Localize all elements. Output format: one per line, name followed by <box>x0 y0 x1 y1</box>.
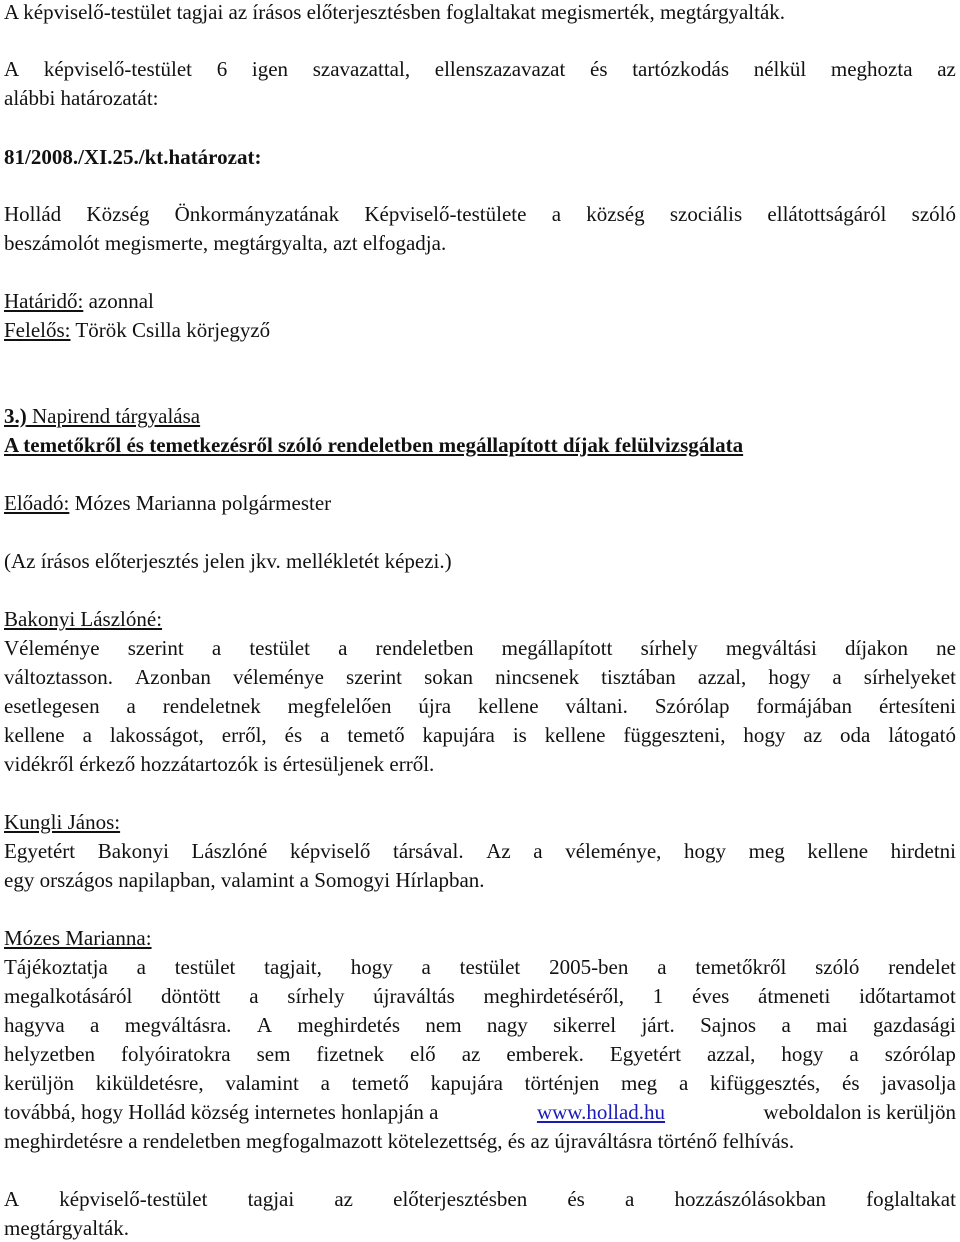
closing-line-1: A képviselő-testület tagjai az előterjesztésben és a hozzászólásokban foglaltakat <box>4 1187 956 1211</box>
intro-paragraph: A képviselő-testület tagjai az írásos előterjesztésben foglaltakat megismerték, megtárgyalták. <box>4 0 786 24</box>
deadline-value: azonnal <box>83 289 154 313</box>
speech3-line-6 <box>4 1100 956 1124</box>
speech1-line-4: kellene a lakosságot, erről, és a temető kapujára is kellene függeszteni, hogy az oda látogató <box>4 723 956 747</box>
agenda-number: 3.) <box>4 404 27 428</box>
resolution-text-line-2: beszámolót megismerte, megtárgyalta, azt elfogadja. <box>4 231 447 255</box>
presenter-line <box>4 491 331 515</box>
speech3-line-6-before: továbbá, hogy Hollád község internetes honlapján a <box>4 1100 439 1124</box>
deadline-label: Határidő: <box>4 289 84 313</box>
speech3-line-6-after: weboldalon is kerüljön <box>763 1100 956 1124</box>
speech1-line-2: változtasson. Azonban véleménye szerint sokan nincsenek tisztában azzal, hogy a sírhelyeket <box>4 665 956 689</box>
speaker-bakonyi: Bakonyi Lászlóné: <box>4 607 163 631</box>
agenda-heading <box>4 404 200 428</box>
presenter-value: Mózes Marianna polgármester <box>69 491 332 515</box>
speaker-kungli: Kungli János: <box>4 810 121 834</box>
speech2-line-2: egy országos napilapban, valamint a Somogyi Hírlapban. <box>4 868 485 892</box>
closing-line-2: megtárgyalták. <box>4 1216 129 1240</box>
speech1-line-1: Véleménye szerint a testület a rendeletben megállapított sírhely megváltási díjakon ne <box>4 636 956 660</box>
vote-paragraph-line-2: alábbi határozatát: <box>4 86 159 110</box>
speech3-line-7: meghirdetésre a rendeletben megfogalmazott kötelezettség, és az újraváltásra történő felhívás. <box>4 1129 795 1153</box>
speech1-line-3: esetlegesen a rendeletnek megfelelően újra kellene váltani. Szórólap formájában értesíteni <box>4 694 956 718</box>
attachment-note: (Az írásos előterjesztés jelen jkv. mellékletét képezi.) <box>4 549 452 573</box>
speech3-line-4: helyzetben folyóiratokra sem fizetnek elő az emberek. Egyetért azzal, hogy a szórólap <box>4 1042 956 1066</box>
resolution-text-line-1: Hollád Község Önkormányzatának Képviselő-testülete a község szociális ellátottságáról szóló <box>4 202 956 226</box>
agenda-heading-text: Napirend tárgyalása <box>26 404 201 428</box>
speech2-line-1: Egyetért Bakonyi Lászlóné képviselő társával. Az a véleménye, hogy meg kellene hirdetni <box>4 839 956 863</box>
speech3-line-2: megalkotásáról döntött a sírhely újraváltás meghirdetéséről, 1 éves átmeneti időtartamot <box>4 984 956 1008</box>
responsible-label: Felelős: <box>4 318 71 342</box>
speech3-line-5: kerüljön kiküldetésre, valamint a temető kapujára történjen meg a kifüggesztés, és javasolja <box>4 1071 956 1095</box>
speech3-line-1: Tájékoztatja a testület tagjait, hogy a testület 2005-ben a temetőkről szóló rendelet <box>4 955 956 979</box>
responsible-value: Török Csilla körjegyző <box>70 318 271 342</box>
resolution-number: 81/2008./XI.25./kt.határozat: <box>4 145 262 169</box>
deadline-line <box>4 289 154 313</box>
vote-paragraph-line-1: A képviselő-testület 6 igen szavazattal, ellenszazavazat és tartózkodás nélkül meghozta az <box>4 57 956 81</box>
presenter-label: Előadó: <box>4 491 70 515</box>
speech3-line-3: hagyva a megváltásra. A meghirdetés nem nagy sikerrel járt. Sajnos a mai gazdasági <box>4 1013 956 1037</box>
agenda-title: A temetőkről és temetkezésről szóló rendeletben megállapított díjak felülvizsgálata <box>4 433 744 457</box>
speaker-mozes: Mózes Marianna: <box>4 926 152 950</box>
speech1-line-5: vidékről érkező hozzátartozók is értesüljenek erről. <box>4 752 435 776</box>
hollad-website-link[interactable]: www.hollad.hu <box>536 1100 666 1124</box>
responsible-line <box>4 318 270 342</box>
